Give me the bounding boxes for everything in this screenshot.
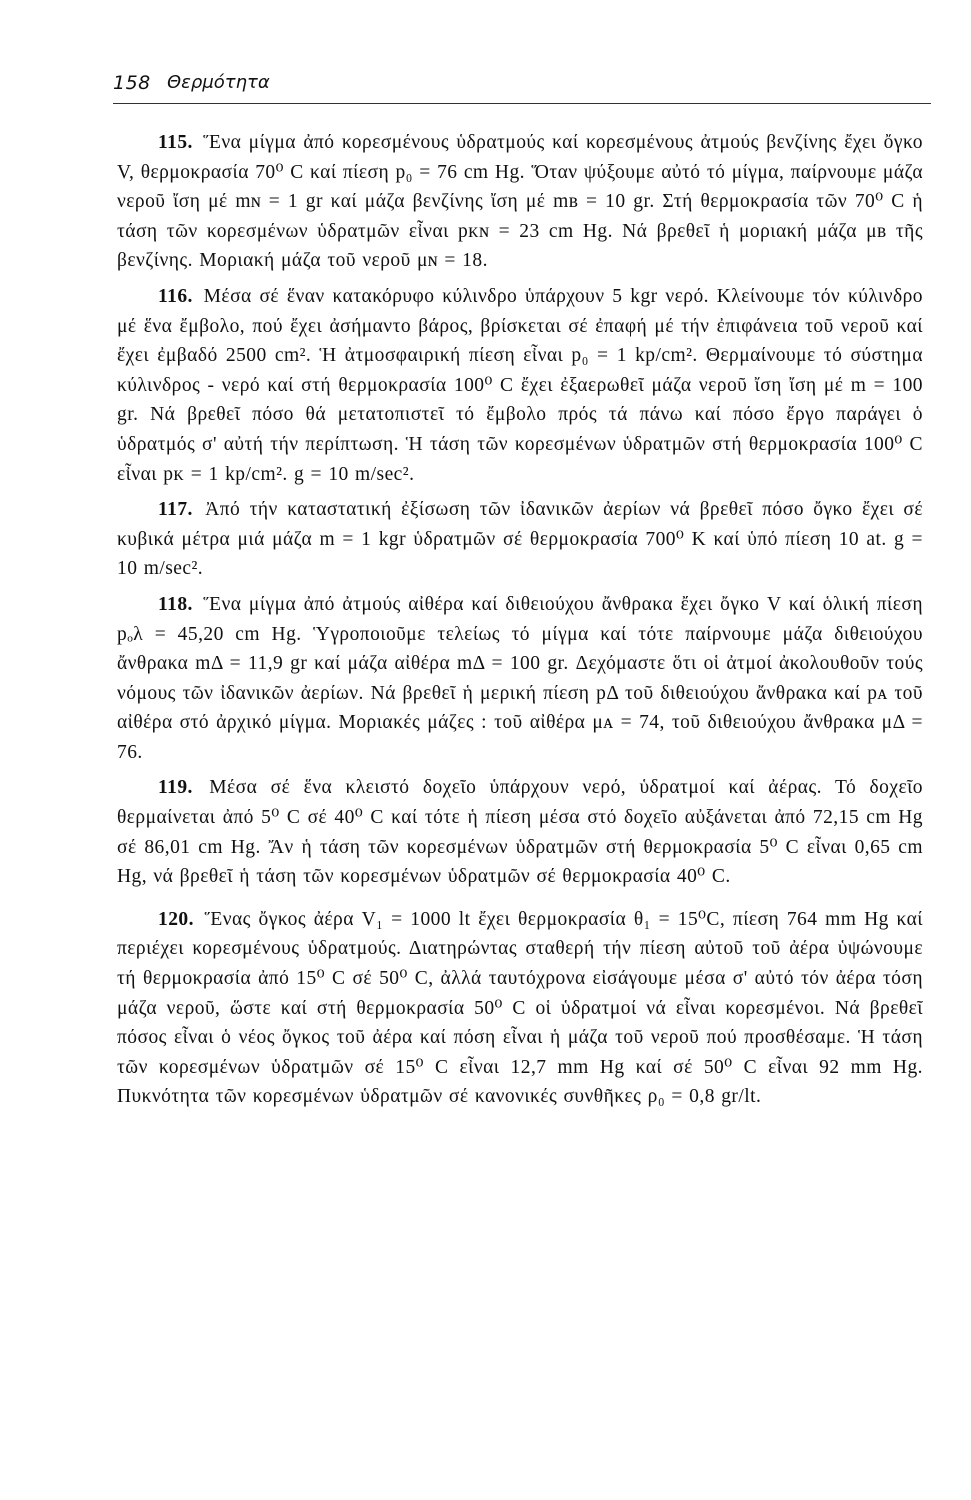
- problem-text: Μέσα σέ ἕναν κατακόρυφο κύλινδρο ὑπάρχουν 5 kgr νερό. Κλείνουμε τόν κύλινδρο μέ ἕνα ἔμβολο, πού ἔχει ἀσήμαντο βάρος, βρίσκεται σέ ἐπαφή μέ τήν ἐπιφάνεια τοῦ νεροῦ καί ἔχει ἐμβαδό 2500 cm². Ἡ ἀτμοσφαιρική πίεση εἶναι p₀ = 1 kp/cm². Θερμαίνουμε τό σύστημα κύλινδρος - νερό καί στή θερμοκρασία 100⁰ C ἔχει ἐξαερωθεῖ μάζα νεροῦ ἴση ἴση μέ m = 100 gr. Νά βρεθεῖ πόσο θά μετατοπιστεῖ τό ἔμβολο πρός τά πάνω καί πόσο ἔργο παράγει ὁ ὑδρατμός σ' αὐτή τήν περίπτωση. Ἡ τάση τῶν κορεσμένων ὑδρατμῶν στή θερμοκρασία 100⁰ C εἶναι pᴋ = 1 kp/cm². g = 10 m/sec².: [117, 285, 923, 485]
- problem-number: 116.: [158, 285, 193, 307]
- problem-120: [117, 905, 923, 1112]
- problem-number: 117.: [158, 499, 193, 521]
- running-title: Θερμότητα: [167, 72, 270, 93]
- problem-list: [117, 128, 923, 1118]
- problem-number: 115.: [158, 132, 193, 153]
- page-header: [113, 72, 931, 102]
- problem-118: [117, 590, 923, 768]
- problem-text: Μέσα σέ ἕνα κλειστό δοχεῖο ὑπάρχουν νερό, ὑδρατμοί καί ἀέρας. Τό δοχεῖο θερμαίνεται ἀπό 5⁰ C σέ 40⁰ C καί τότε ἡ πίεση μέσα στό δοχεῖο αὐξάνεται ἀπό 72,15 cm Hg σέ 86,01 cm Hg. Ἄν ἡ τάση τῶν κορεσμένων ὑδρατμῶν στή θερμοκρασία 5⁰ C εἶναι 0,65 cm Hg, νά βρεθεῖ ἡ τάση τῶν κορεσμένων ὑδρατμῶν σέ θερμοκρασία 40⁰ C.: [117, 777, 923, 888]
- problem-text: Ἀπό τήν καταστατική ἐξίσωση τῶν ἰδανικῶν ἀερίων νά βρεθεῖ πόσο ὄγκο ἔχει σέ κυβικά μέτρα μιά μάζα m = 1 kgr ὑδρατμῶν σέ θερμοκρασία 700⁰ K καί ὑπό πίεση 10 at. g = 10 m/sec².: [117, 499, 923, 580]
- problem-116: [117, 282, 923, 489]
- page-number: 158: [113, 72, 151, 94]
- problem-119: [117, 773, 923, 891]
- header-rule: [113, 103, 931, 104]
- problem-117: [117, 495, 923, 584]
- problem-text: Ἕνα μίγμα ἀπό ἀτμούς αἰθέρα καί διθειούχου ἄνθρακα ἔχει ὄγκο V καί ὁλική πίεση pₒλ = 45,20 cm Hg. Ὑγροποιοῦμε τελείως τό μίγμα καί τότε παίρνουμε μάζα διθειούχου ἄνθρακα mΔ = 11,9 gr καί μάζα αἰθέρα mΔ = 100 gr. Δεχόμαστε ὅτι οἱ ἀτμοί ἀκολουθοῦν τούς νόμους τῶν ἰδανικῶν ἀερίων. Νά βρεθεῖ ἡ μερική πίεση pΔ τοῦ διθειούχου ἄνθρακα καί pᴀ τοῦ αἰθέρα στό ἀρχικό μίγμα. Μοριακές μάζες : τοῦ αἰθέρα μᴀ = 74, τοῦ διθειούχου ἄνθρακα μΔ = 76.: [117, 593, 923, 763]
- problem-number: 119.: [158, 777, 193, 799]
- problem-text: Ἕνας ὄγκος ἀέρα V₁ = 1000 lt ἔχει θερμοκρασία θ₁ = 15⁰C, πίεση 764 mm Hg καί περιέχει κορεσμένους ὑδρατμούς. Διατηρώντας σταθερή τήν πίεση αὐτοῦ τοῦ ἀέρα ὑψώνουμε τή θερμοκρασία ἀπό 15⁰ C σέ 50⁰ C, ἀλλά ταυτόχρονα εἰσάγουμε μέσα σ' αὐτό τόν ἀέρα τόση μάζα νεροῦ, ὥστε καί στή θερμοκρασία 50⁰ C οἱ ὑδρατμοί νά εἶναι κορεσμένοι. Νά βρεθεῖ πόσος εἶναι ὁ νέος ὄγκος τοῦ ἀέρα καί πόση εἶναι ἡ μάζα τοῦ νεροῦ πού προσθέσαμε. Ἡ τάση τῶν κορεσμένων ὑδρατμῶν σέ 15⁰ C εἶναι 12,7 mm Hg καί σέ 50⁰ C εἶναι 92 mm Hg. Πυκνότητα τῶν κορεσμένων ὑδρατμῶν σέ κανονικές συνθῆκες ρ₀ = 0,8 gr/lt.: [117, 908, 924, 1108]
- problem-number: 118.: [158, 593, 193, 615]
- problem-number: 120.: [158, 908, 194, 930]
- problem-text: Ἕνα μίγμα ἀπό κορεσμένους ὑδρατμούς καί κορεσμένους ἀτμούς βενζίνης ἔχει ὄγκο V, θερμοκρασία 70⁰ C καί πίεση p₀ = 76 cm Hg. Ὅταν ψύξουμε αὐτό τό μίγμα, παίρνουμε μάζα νεροῦ ἴση μέ mɴ = 1 gr καί μάζα βενζίνης ἴση μέ mʙ = 10 gr. Στή θερμοκρασία τῶν 70⁰ C ἡ τάση τῶν κορεσμένων ὑδρατμῶν εἶναι pᴋɴ = 23 cm Hg. Νά βρεθεῖ ἡ μοριακή μάζα μʙ τῆς βενζίνης. Μοριακή μάζα τοῦ νεροῦ μɴ = 18.: [117, 132, 923, 272]
- problem-115: [117, 128, 923, 276]
